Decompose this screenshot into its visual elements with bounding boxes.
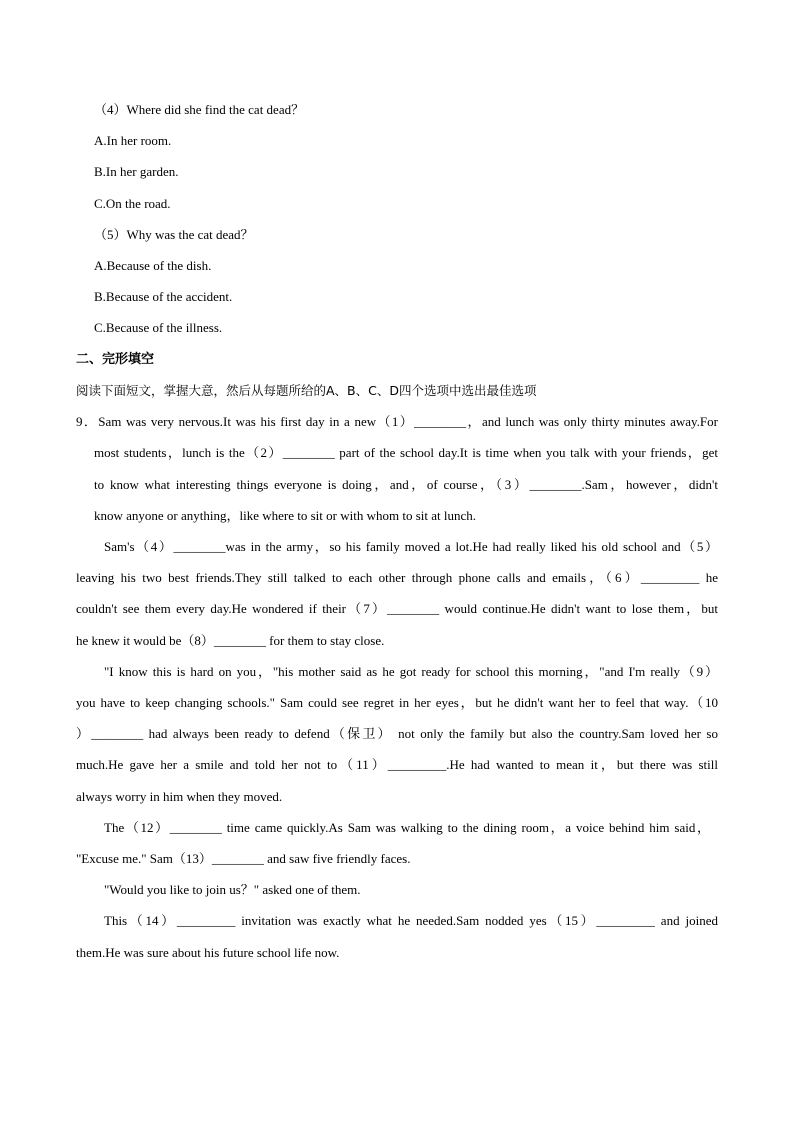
- passage-line: you have to keep changing schools." Sam could see regret in her eyes，but he didn't want her to feel that way.（10: [76, 695, 718, 710]
- passage-line: "Excuse me." Sam（13）________ and saw five friendly faces.: [76, 851, 411, 866]
- passage-line: The（12）________ time came quickly.As Sam was walking to the dining room，a voice behind him said，: [104, 820, 710, 835]
- passage-line: much.He gave her a smile and told her not to（11）_________.He had wanted to mean it，but there was still: [76, 757, 718, 772]
- question-4-option-b: B.In her garden.: [94, 164, 179, 179]
- passage-line: leaving his two best friends.They still talked to each other through phone calls and emails，（6）_________ he: [76, 570, 718, 585]
- section-instruction: 阅读下面短文，掌握大意，然后从每题所给的A、B、C、D四个选项中选出最佳选项: [76, 383, 537, 398]
- question-5-prompt: （5）Why was the cat dead？: [94, 227, 254, 242]
- passage-line: couldn't see them every day.He wondered if their（7）________ would continue.He didn't want to lose them，but: [76, 601, 718, 616]
- passage-line: know anyone or anything，like where to sit or with whom to sit at lunch.: [94, 508, 476, 523]
- passage-line: Sam's（4）________was in the army，so his family moved a lot.He had really liked his old school and（5）: [104, 539, 718, 554]
- passage-line: 9．Sam was very nervous.It was his first day in a new（1）________，and lunch was only thirty minutes away.For: [76, 414, 718, 429]
- question-4-option-a: A.In her room.: [94, 133, 172, 148]
- question-4-prompt: （4）Where did she find the cat dead？: [94, 102, 305, 117]
- passage-line: "I know this is hard on you，"his mother said as he got ready for school this morning，"and I'm really（9）: [104, 664, 718, 679]
- question-5-option-b: B.Because of the accident.: [94, 289, 233, 304]
- passage-line: them.He was sure about his future school life now.: [76, 945, 340, 960]
- passage-line: most students，lunch is the（2）________ part of the school day.It is time when you talk with your friends，get: [94, 445, 718, 460]
- passage-line: "Would you like to join us？" asked one of them.: [104, 882, 361, 897]
- passage-line: ）________ had always been ready to defend（保卫） not only the family but also the country.Sam loved her so: [76, 726, 718, 741]
- section-title: 二、完形填空: [76, 352, 155, 367]
- question-5-option-c: C.Because of the illness.: [94, 320, 223, 335]
- passage-line: to know what interesting things everyone is doing，and，of course，（3）________.Sam，however，didn't: [94, 477, 719, 492]
- passage-line: always worry in him when they moved.: [76, 789, 283, 804]
- passage-line: This（14）_________ invitation was exactly what he needed.Sam nodded yes（15）_________ and joined: [104, 913, 718, 928]
- question-4-option-c: C.On the road.: [94, 196, 171, 211]
- passage-line: he knew it would be（8）________ for them to stay close.: [76, 633, 385, 648]
- question-5-option-a: A.Because of the dish.: [94, 258, 212, 273]
